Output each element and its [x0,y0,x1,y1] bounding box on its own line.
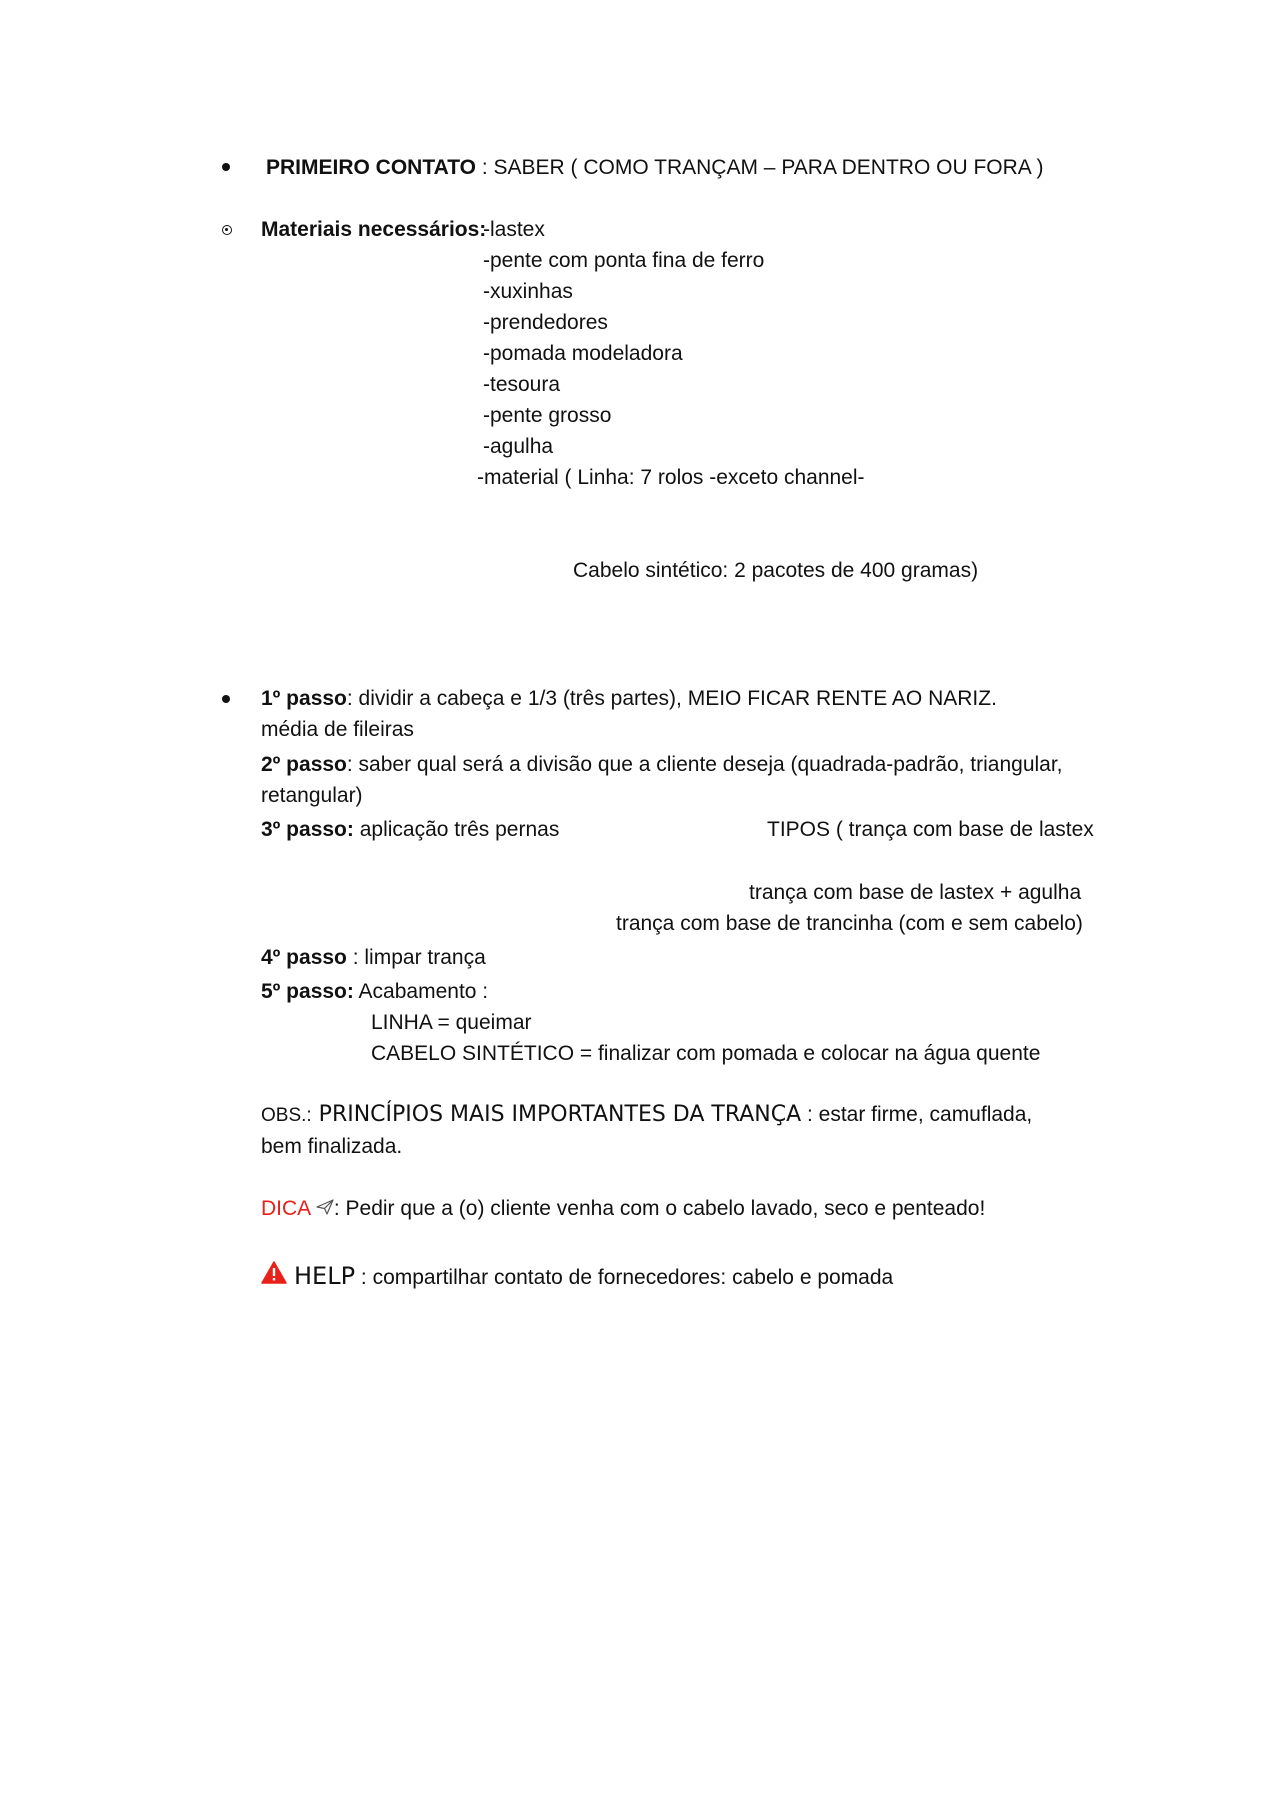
tipos-line-2: trança com base de lastex + agulha [749,881,1082,904]
step-5-line [261,979,488,1005]
tipos-line-3: trança com base de trancinha (com e sem cabelo) [616,912,1083,935]
dica-colon-text: : Pedir que a (o) cliente venha com o cabelo lavado, seco e penteado! [333,1197,986,1220]
step-4-text: : limpar trança [346,946,486,969]
step-2-line [261,752,1063,778]
step-1-text: : dividir a cabeça e 1/3 (três partes), MEIO FICAR RENTE AO NARIZ. [346,687,997,710]
material-item: -agulha [483,435,554,458]
material-item: -tesoura [483,373,561,396]
step-1-sub: média de fileiras [261,718,414,741]
obs-prefix: OBS.: [261,1105,312,1126]
material-item: -material ( Linha: 7 rolos -exceto channel- [477,466,865,489]
material-item: -pomada modeladora [483,342,683,365]
primeiro-contato-line [266,155,1043,181]
step-5-cabelo: CABELO SINTÉTICO = finalizar com pomada e colocar na água quente [371,1042,1041,1065]
step-2-text: : saber qual será a divisão que a cliente deseja (quadrada-padrão, triangular, [346,753,1063,776]
dica-label: DICA [261,1197,311,1220]
material-item: -xuxinhas [483,280,573,303]
step-3-line [261,817,559,843]
materiais-label: Materiais necessários: [261,218,487,241]
material-item: -pente grosso [483,404,612,427]
material-item: -pente com ponta fina de ferro [483,249,765,272]
bullet-icon [222,163,230,171]
help-text: : compartilhar contato de fornecedores: cabelo e pomada [355,1266,894,1289]
step-5-linha: LINHA = queimar [371,1011,532,1034]
paper-plane-icon [316,1196,334,1222]
step-1-line [261,686,997,712]
bullet-ring-icon [222,225,232,235]
step-3-label: 3º passo: [261,818,354,841]
tipos-line-1: TIPOS ( trança com base de lastex [767,818,1094,841]
dica-line [261,1196,985,1222]
material-item: -lastex [483,218,545,241]
help-label: HELP [294,1262,356,1290]
step-2-text-cont: retangular) [261,784,363,807]
obs-heading: PRINCÍPIOS MAIS IMPORTANTES DA TRANÇA [311,1102,802,1127]
material-item: -prendedores [483,311,608,334]
primeiro-contato-label: PRIMEIRO CONTATO [266,156,476,179]
step-4-label: 4º passo [261,946,347,969]
step-1-label: 1º passo [261,687,347,710]
step-4-line [261,945,486,971]
bullet-icon [222,695,230,703]
obs-text-cont: bem finalizada. [261,1135,403,1158]
cabelo-sintetico-line: Cabelo sintético: 2 pacotes de 400 gramas) [573,559,979,582]
step-5-text: Acabamento : [353,980,489,1003]
obs-text: : estar firme, camuflada, [801,1103,1033,1126]
obs-line [261,1102,1032,1129]
step-2-label: 2º passo [261,753,347,776]
warning-icon [261,1261,287,1289]
step-5-label: 5º passo: [261,980,354,1003]
step-3-text: aplicação três pernas [353,818,560,841]
primeiro-contato-text: : SABER ( COMO TRANÇAM – PARA DENTRO OU FORA ) [476,156,1044,179]
help-line [294,1263,893,1291]
